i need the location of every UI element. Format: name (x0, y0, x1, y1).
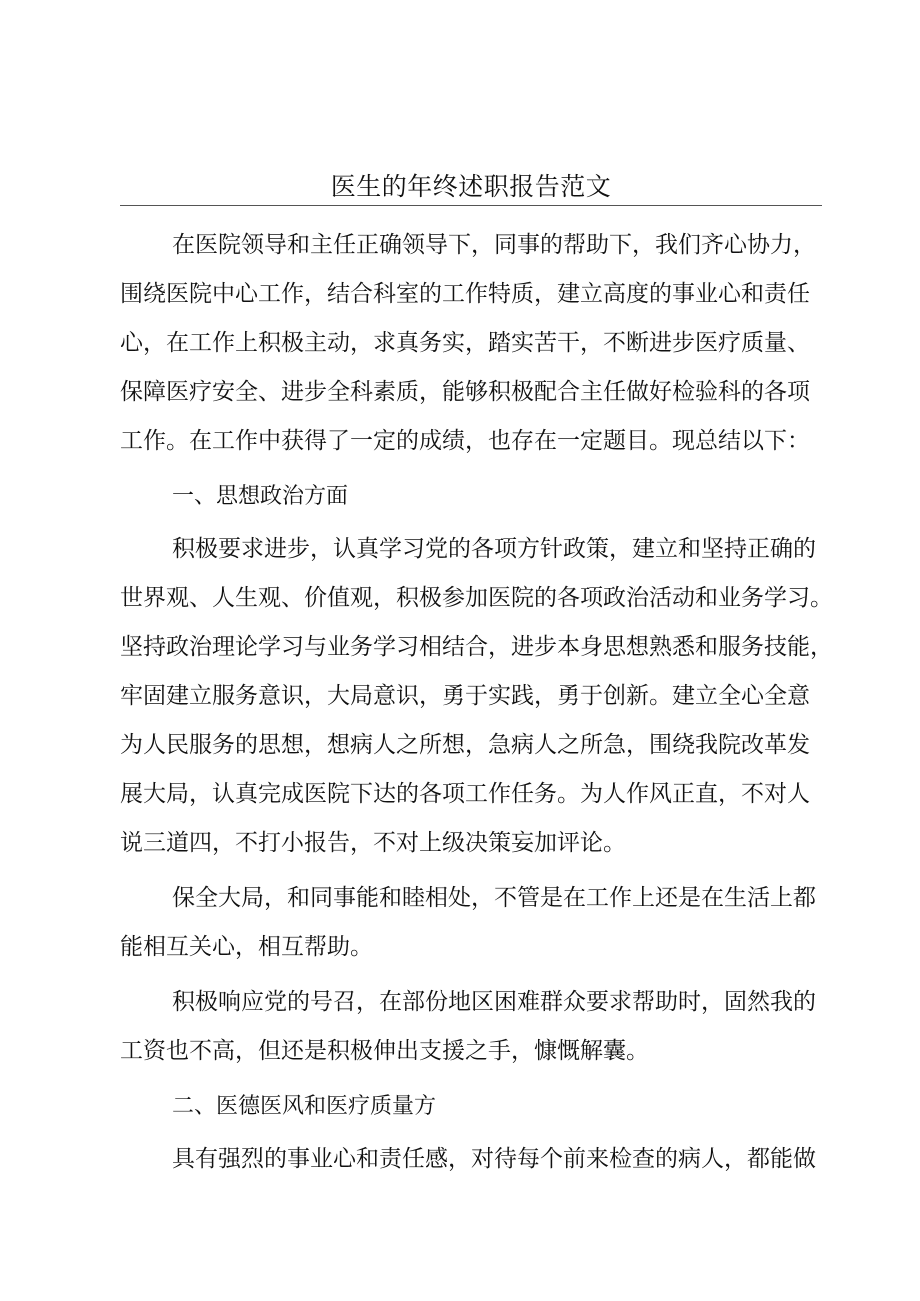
paragraph-ethics (120, 1135, 822, 1184)
text-line: 积极要求进步，认真学习党的各项方针政策，建立和坚持正确的 (172, 536, 816, 562)
paragraph-charity (120, 978, 822, 1076)
text-line: 坚持政治理论学习与业务学习相结合，进步本身思想熟悉和服务技能， (120, 634, 833, 660)
paragraph-intro (120, 221, 822, 466)
text-line: 保全大局，和同事能和睦相处，不管是在工作上还是在生活上都 (172, 885, 816, 911)
section-heading-ideology (120, 472, 822, 521)
paragraph-teamwork (120, 874, 822, 972)
text-line: 展大局，认真完成医院下达的各项工作任务。为人作风正直，不对人 (120, 781, 810, 807)
text-line: 工资也不高，但还是积极伸出支援之手，慷慨解囊。 (120, 1038, 649, 1064)
document-title: 医生的年终述职报告范文 (330, 172, 612, 201)
text-line: 在医院领导和主任正确领导下，同事的帮助下，我们齐心协力， (172, 232, 816, 258)
text-line: 为人民服务的思想，想病人之所想，急病人之所急，围绕我院改革发 (120, 732, 810, 758)
text-line: 世界观、人生观、价值观，积极参加医院的各项政治活动和业务学习。 (120, 585, 833, 611)
heading-text: 二、医德医风和医疗质量方 (172, 1094, 437, 1119)
section-heading-ethics (120, 1082, 822, 1131)
paragraph-ideology (120, 525, 833, 868)
text-line: 工作。在工作中获得了一定的成绩，也存在一定题目。现总结以下： (120, 428, 810, 454)
text-line: 积极响应党的号召，在部份地区困难群众要求帮助时，固然我的 (172, 989, 816, 1015)
text-line: 围绕医院中心工作，结合科室的工作特质，建立高度的事业心和责任 (120, 281, 810, 307)
title-underline (120, 205, 822, 206)
heading-text: 一、思想政治方面 (172, 484, 349, 509)
text-line: 牢固建立服务意识，大局意识，勇于实践，勇于创新。建立全心全意 (120, 683, 810, 709)
text-line: 具有强烈的事业心和责任感，对待每个前来检查的病人，都能做 (172, 1146, 816, 1172)
text-line: 保障医疗安全、进步全科素质，能够积极配合主任做好检验科的各项 (120, 379, 810, 405)
text-line: 心，在工作上积极主动，求真务实，踏实苦干，不断进步医疗质量、 (120, 330, 810, 356)
text-line: 说三道四，不打小报告，不对上级决策妄加评论。 (120, 830, 626, 856)
text-line: 能相互关心，相互帮助。 (120, 934, 373, 960)
document-body (120, 221, 833, 1190)
